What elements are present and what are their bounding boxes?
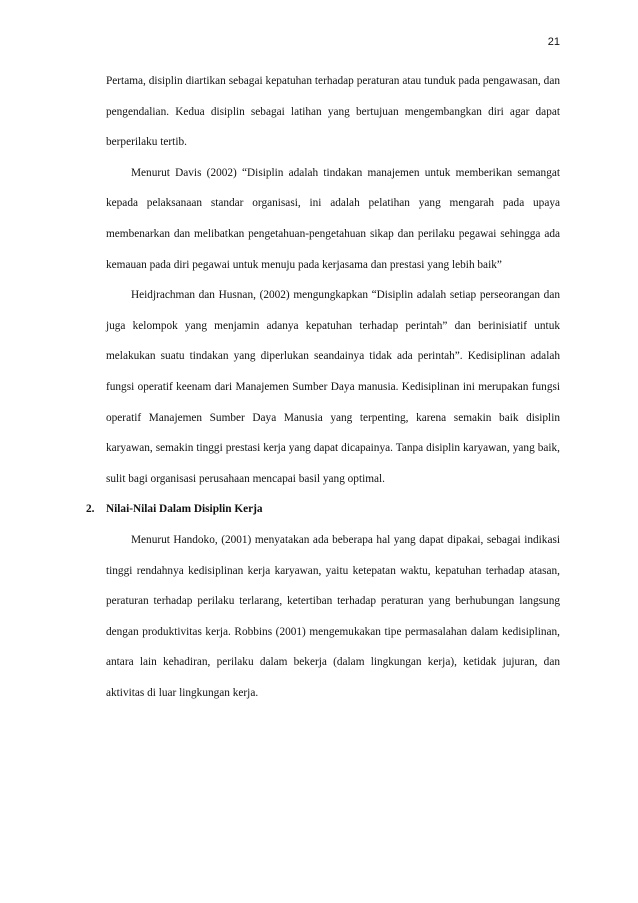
body-paragraph: Menurut Davis (2002) “Disiplin adalah tindakan manajemen untuk memberikan semangat kepada pelaksanaan standar organisasi, ini adalah pelatihan yang mengarah pada upaya membenarkan dan melibatkan pengetahuan-pengetahuan sikap dan perilaku pegawai sehingga ada kemauan pada diri pegawai untuk menuju pada kerjasama dan prestasi yang lebih baik” (106, 166, 560, 271)
body-paragraph: Menurut Handoko, (2001) menyatakan ada beberapa hal yang dapat dipakai, sebagai indikasi tinggi rendahnya kedisiplinan kerja karyawan, yaitu ketepatan waktu, kepatuhan terhadap atasan, peraturan terhadap perilaku terlarang, ketertiban terhadap peraturan yang berhubungan langsung dengan produktivitas kerja. Robbins (2001) mengemukakan tipe permasalahan dalam kedisiplinan, antara lain kehadiran, perilaku dalam bekerja (dalam lingkungan kerja), ketidak jujuran, dan aktivitas di luar lingkungan kerja. (106, 533, 560, 699)
page-body (86, 66, 560, 708)
body-paragraph: Heidjrachman dan Husnan, (2002) mengungkapkan “Disiplin adalah setiap perseorangan dan juga kelompok yang menjamin adanya kepatuhan terhadap perintah” dan berinisiatif untuk melakukan suatu tindakan yang diperlukan seandainya tidak ada perintah”. Kedisiplinan adalah fungsi operatif keenam dari Manajemen Sumber Daya manusia. Kedisiplinan ini merupakan fungsi operatif Manajemen Sumber Daya Manusia yang terpenting, karena semakin baik disiplin karyawan, semakin tinggi prestasi kerja yang dapat dicapainya. Tanpa disiplin karyawan, yang baik, sulit bagi organisasi perusahaan mencapai basil yang optimal. (106, 289, 560, 485)
body-paragraph: Pertama, disiplin diartikan sebagai kepatuhan terhadap peraturan atau tunduk pada pengawasan, dan pengendalian. Kedua disiplin sebagai latihan yang bertujuan mengembangkan diri agar dapat berperilaku tertib. (106, 75, 560, 149)
page-number: 21 (547, 36, 560, 48)
section-heading (86, 494, 560, 525)
section-title: Nilai-Nilai Dalam Disiplin Kerja (106, 503, 263, 516)
section-number: 2. (86, 503, 95, 516)
